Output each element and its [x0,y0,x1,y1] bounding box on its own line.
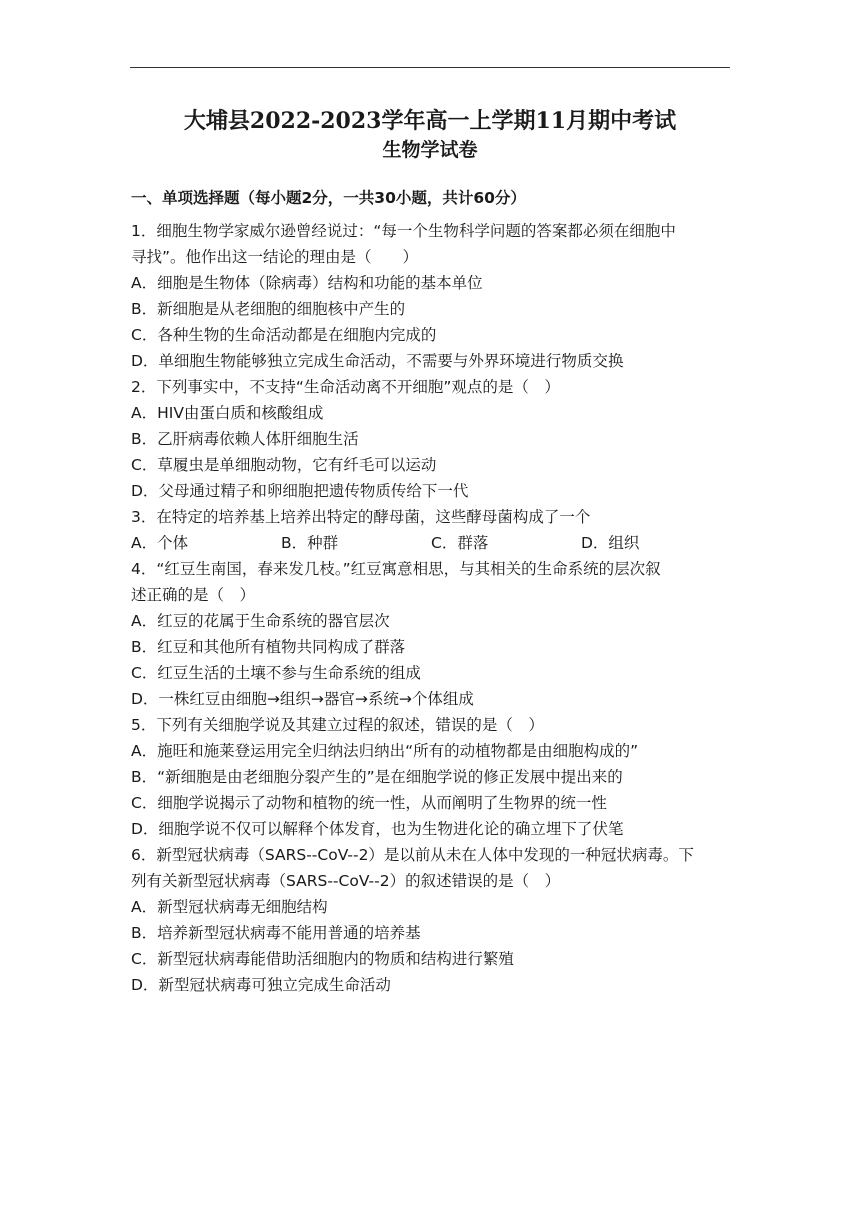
answer-option: D．新型冠状病毒可独立完成生命活动 [131,976,391,994]
question-list [131,218,731,998]
question-stem-line: 寻找”。他作出这一结论的理由是（ ） [131,248,419,266]
answer-option: B．红豆和其他所有植物共同构成了群落 [131,638,406,656]
section-heading: 一、单项选择题（每小题2分，一共30小题，共计60分） [131,189,526,207]
answer-option: D．组织 [581,534,640,552]
answer-option: C．各种生物的生命活动都是在细胞内完成的 [131,326,437,344]
question-stem-line: 4．“红豆生南国，春来发几枝。”红豆寓意相思，与其相关的生命系统的层次叙 [131,560,661,578]
header-rule [130,67,730,68]
answer-option: C．新型冠状病毒能借助活细胞内的物质和结构进行繁殖 [131,950,514,968]
answer-option: D．父母通过精子和卵细胞把遗传物质传给下一代 [131,482,469,500]
question-stem-line: 列有关新型冠状病毒（SARS--CoV--2）的叙述错误的是（ ） [131,872,561,890]
exam-subtitle: 生物学试卷 [382,139,478,161]
answer-option: C．群落 [431,534,489,552]
answer-option: A．细胞是生物体（除病毒）结构和功能的基本单位 [131,274,483,292]
answer-option: B．种群 [281,534,339,552]
question-stem-line: 3．在特定的培养基上培养出特定的酵母菌，这些酵母菌构成了一个 [131,508,591,526]
answer-option: D．单细胞生物能够独立完成生命活动，不需要与外界环境进行物质交换 [131,352,624,370]
answer-option: B．“新细胞是由老细胞分裂产生的”是在细胞学说的修正发展中提出来的 [131,768,623,786]
answer-option: B．培养新型冠状病毒不能用普通的培养基 [131,924,421,942]
answer-option: A．施旺和施莱登运用完全归纳法归纳出“所有的动植物都是由细胞构成的” [131,742,639,760]
answer-option: A．新型冠状病毒无细胞结构 [131,898,328,916]
answer-option: A．个体 [131,534,189,552]
question-stem-line: 5．下列有关细胞学说及其建立过程的叙述，错误的是（ ） [131,716,544,734]
answer-option: A．红豆的花属于生命系统的器官层次 [131,612,390,630]
question-stem-line: 1．细胞生物学家威尔逊曾经说过：“每一个生物科学问题的答案都必须在细胞中 [131,222,676,240]
question-stem-line: 6．新型冠状病毒（SARS--CoV--2）是以前从未在人体中发现的一种冠状病毒。下 [131,846,694,864]
question-stem-line: 述正确的是（ ） [131,586,256,604]
exam-title: 大埔县2022-2023学年高一上学期11月期中考试 [183,108,677,134]
answer-option: A．HIV由蛋白质和核酸组成 [131,404,324,422]
question-stem-line: 2．下列事实中，不支持“生命活动离不开细胞”观点的是（ ） [131,378,560,396]
answer-option: B．乙肝病毒依赖人体肝细胞生活 [131,430,359,448]
answer-option: C．红豆生活的土壤不参与生命系统的组成 [131,664,421,682]
answer-option: C．细胞学说揭示了动物和植物的统一性，从而阐明了生物界的统一性 [131,794,607,812]
answer-option: D．细胞学说不仅可以解释个体发育，也为生物进化论的确立埋下了伏笔 [131,820,624,838]
answer-option-row [131,530,731,556]
answer-option: B．新细胞是从老细胞的细胞核中产生的 [131,300,406,318]
answer-option: C．草履虫是单细胞动物，它有纤毛可以运动 [131,456,437,474]
answer-option: D．一株红豆由细胞→组织→器官→系统→个体组成 [131,690,474,708]
